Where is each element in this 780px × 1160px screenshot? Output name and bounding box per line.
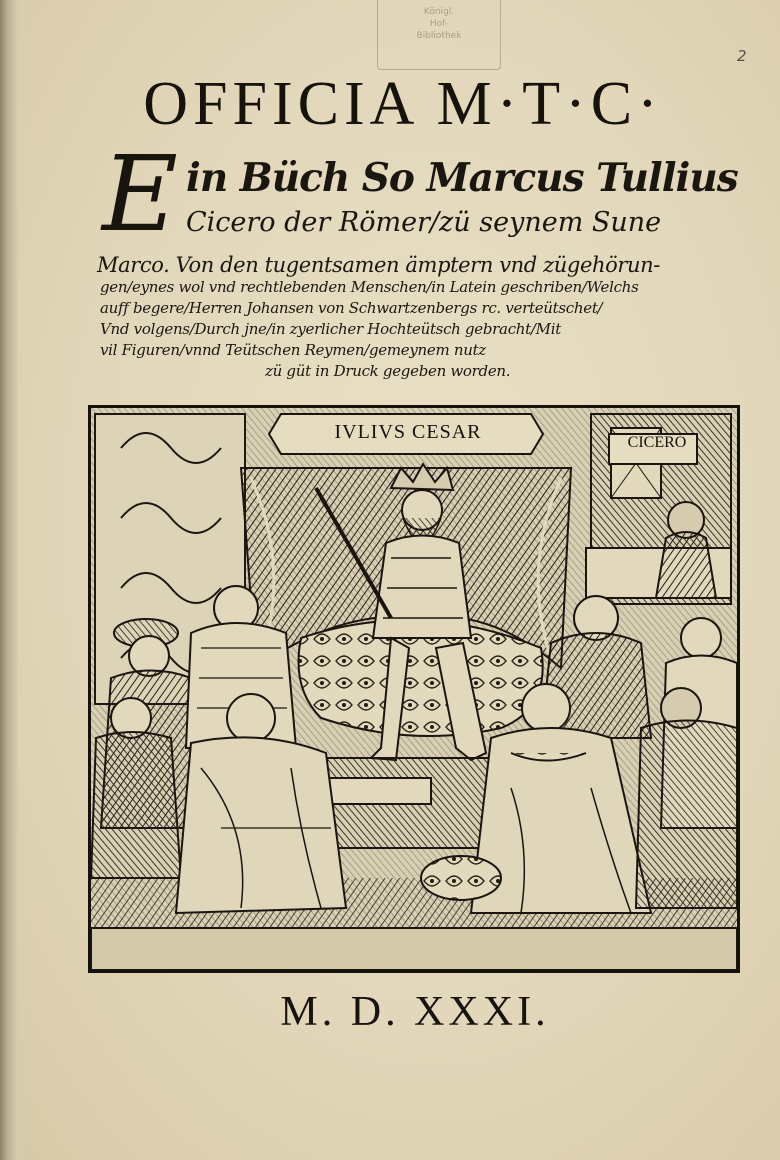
- subtitle-line-2: Cicero der Römer/zü seynem Sune: [186, 207, 662, 238]
- subtitle-line-1: in Büch So Marcus Tullius: [186, 155, 738, 201]
- shelf-number: 2: [737, 47, 747, 65]
- woodcut-illustration: [88, 405, 740, 973]
- decorated-initial: E: [102, 133, 178, 255]
- subtitle-line-4: gen/eynes wol vnd rechtlebenden Menschen/in Latein geschriben/Welchs: [100, 278, 639, 296]
- main-title: OFFICIA M·T·C·: [143, 70, 663, 138]
- banner-cicero: CICERO: [627, 434, 687, 451]
- subtitle-line-7: vil Figuren/vnnd Teütschen Reymen/gemeynem nutz: [100, 341, 486, 359]
- publication-date: M. D. XXXI.: [280, 989, 550, 1035]
- subtitle-line-8: zü güt in Druck gegeben worden.: [265, 362, 511, 380]
- subtitle-line-5: auff begere/Herren Johansen von Schwartzenbergs rc. verteütschet/: [100, 299, 603, 317]
- woodcut-image: [91, 408, 737, 970]
- library-stamp: Königl. Hof- Bibliothek: [377, 0, 501, 70]
- banner-iulius-cesar: IVLIVS CESAR: [334, 421, 482, 443]
- binding-edge: [0, 0, 18, 1160]
- subtitle-line-3: Marco. Von den tugentsamen ämptern vnd zügehörun-: [97, 253, 660, 277]
- subtitle-line-6: Vnd volgens/Durch jne/in zyerlicher Hochteütsch gebracht/Mit: [100, 320, 561, 338]
